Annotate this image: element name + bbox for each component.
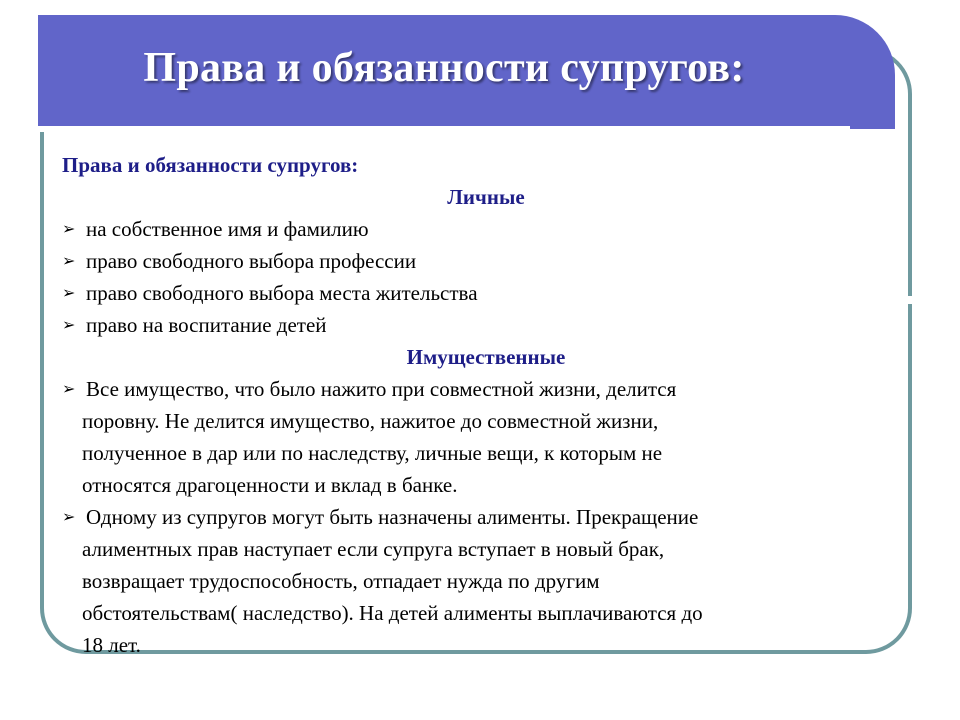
- property-item: [62, 501, 882, 533]
- property-item-line: алиментных прав наступает если супруга вступает в новый брак,: [82, 537, 665, 561]
- arrow-bullet-icon: ➢: [62, 507, 76, 526]
- personal-item: [62, 245, 882, 277]
- property-item-line: поровну. Не делится имущество, нажитое до совместной жизни,: [82, 409, 659, 433]
- personal-item-text: на собственное имя и фамилию: [86, 217, 369, 241]
- property-heading: Имущественные: [406, 345, 566, 369]
- slide-subtitle: Права и обязанности супругов:: [62, 153, 359, 177]
- property-item-line: Все имущество, что было нажито при совместной жизни, делится: [86, 377, 677, 401]
- personal-item-text: право свободного выбора места жительства: [86, 281, 478, 305]
- property-item-text: [82, 501, 882, 533]
- property-item-line: полученное в дар или по наследству, личные вещи, к которым не: [82, 441, 663, 465]
- property-item: [62, 373, 882, 405]
- personal-item-text: право свободного выбора профессии: [86, 249, 417, 273]
- property-item-text: [82, 373, 882, 405]
- frame-notch: [908, 296, 912, 304]
- slide-title: Права и обязанности супругов:: [143, 45, 745, 91]
- property-item-line: обстоятельствам( наследство). На детей алименты выплачиваются до: [82, 601, 703, 625]
- arrow-bullet-icon: ➢: [62, 219, 76, 238]
- personal-item: [62, 309, 882, 341]
- property-item-line: Одному из супругов могут быть назначены алименты. Прекращение: [86, 505, 699, 529]
- arrow-bullet-icon: ➢: [62, 379, 76, 398]
- arrow-bullet-icon: ➢: [62, 283, 76, 302]
- slide-body: [62, 150, 882, 661]
- property-item-line: 18 лет.: [82, 633, 141, 657]
- title-stripe: [38, 126, 850, 132]
- personal-item: [62, 213, 882, 245]
- property-item-line: возвращает трудоспособность, отпадает нужда по другим: [82, 569, 600, 593]
- arrow-bullet-icon: ➢: [62, 315, 76, 334]
- property-item-line: относятся драгоценности и вклад в банке.: [82, 473, 458, 497]
- arrow-bullet-icon: ➢: [62, 251, 76, 270]
- personal-heading: Личные: [447, 185, 525, 209]
- personal-item-text: право на воспитание детей: [86, 313, 327, 337]
- personal-item: [62, 277, 882, 309]
